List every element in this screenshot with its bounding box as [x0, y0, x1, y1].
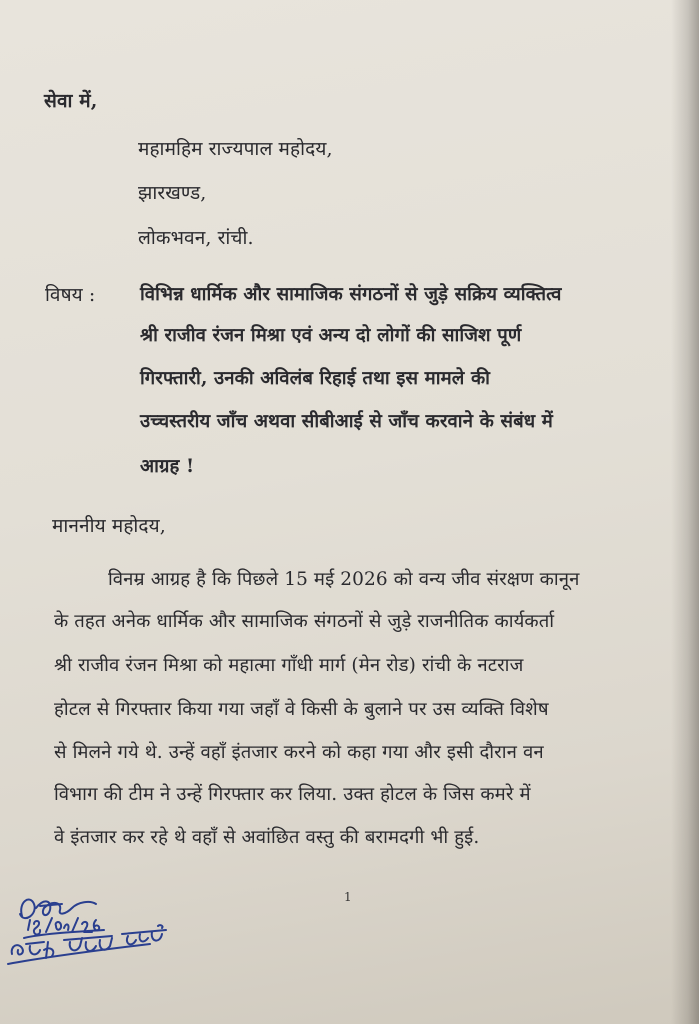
greeting: माननीय महोदय, [52, 515, 166, 537]
body-line-4: होटल से गिरफ्तार किया गया जहाँ वे किसी के बुलाने पर उस व्यक्ति विशेष [54, 699, 549, 720]
body-line-2: के तहत अनेक धार्मिक और सामाजिक संगठनों से जुड़े राजनीतिक कार्यकर्ता [54, 611, 555, 632]
body-line-3: श्री राजीव रंजन मिश्रा को महात्मा गाँधी मार्ग (मेन रोड) रांची के नटराज [54, 655, 524, 676]
body-line-6: विभाग की टीम ने उन्हें गिरफ्तार कर लिया. उक्त होटल के जिस कमरे में [54, 784, 531, 805]
subject-line-5: आग्रह ! [140, 456, 195, 477]
received-signature-stamp [0, 880, 200, 1000]
address-line-1: महामहिम राज्यपाल महोदय, [138, 138, 333, 160]
body-line-1: विनम्र आग्रह है कि पिछले 15 मई 2026 को वन्य जीव संरक्षण कानून [108, 569, 580, 590]
body-line-7: वे इंतजार कर रहे थे वहाँ से अवांछित वस्तु की बरामदगी भी हुई. [54, 827, 480, 848]
subject-line-3: गिरफ्तारी, उनकी अविलंब रिहाई तथा इस मामले की [140, 368, 491, 389]
page-number: 1 [344, 890, 352, 904]
salutation: सेवा में, [44, 90, 98, 112]
page-edge-shadow [671, 0, 699, 1024]
body-line-5: से मिलने गये थे. उन्हें वहाँ इंतजार करने को कहा गया और इसी दौरान वन [54, 742, 544, 763]
address-line-3: लोकभवन, रांची. [138, 227, 254, 249]
subject-line-2: श्री राजीव रंजन मिश्रा एवं अन्य दो लोगों की साजिश पूर्ण [140, 325, 522, 346]
subject-line-4: उच्चस्तरीय जाँच अथवा सीबीआई से जाँच करवाने के संबंध में [140, 411, 553, 432]
subject-label: विषय : [45, 284, 96, 306]
address-line-2: झारखण्ड, [138, 182, 207, 204]
subject-line-1: विभिन्न धार्मिक और सामाजिक संगठनों से जुड़े सक्रिय व्यक्तित्व [140, 284, 562, 305]
